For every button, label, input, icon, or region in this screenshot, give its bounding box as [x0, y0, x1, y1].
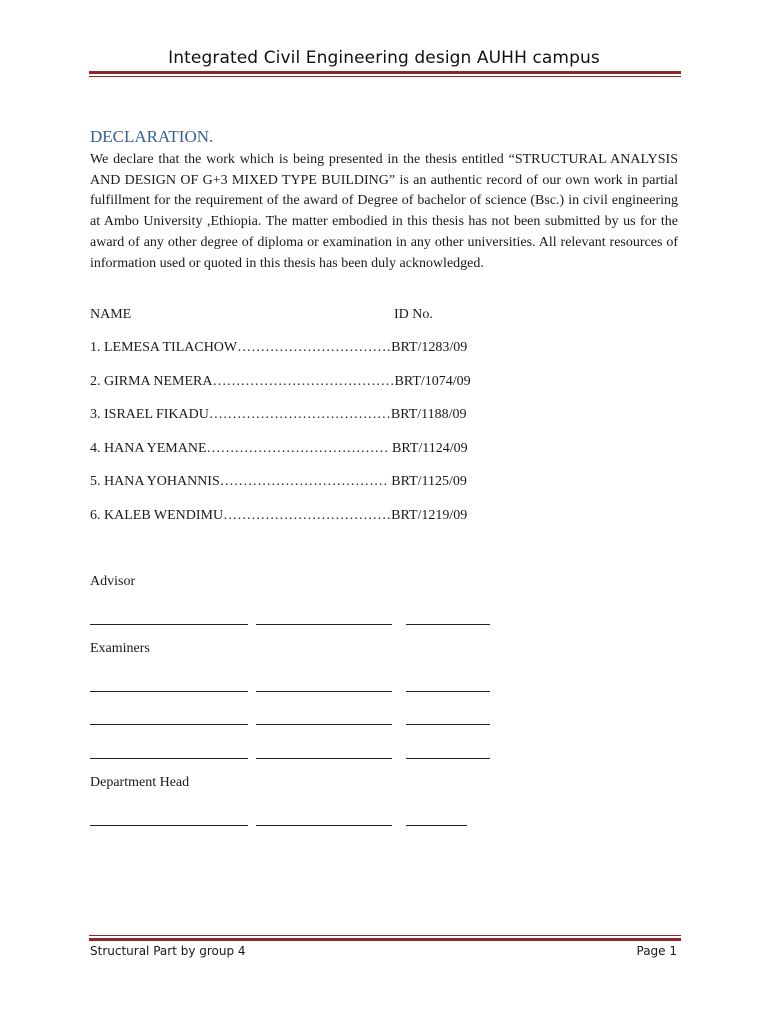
header-title: Integrated Civil Engineering design AUHH campus	[168, 48, 600, 68]
member-row: 1. LEMESA TILACHOW……………………………BRT/1283/09	[90, 340, 468, 355]
member-row: 4. HANA YEMANE………………………………… BRT/1124/09	[90, 441, 468, 456]
footer-rule-thin	[89, 935, 681, 936]
signature-line	[256, 758, 392, 759]
signature-line	[90, 691, 248, 692]
member-row: 3. ISRAEL FIKADU…………………………………BRT/1188/09	[90, 407, 467, 422]
id-column-header: ID No.	[394, 307, 433, 322]
signature-line	[406, 624, 490, 625]
signature-line	[256, 724, 392, 725]
signature-line	[406, 825, 467, 826]
department-head-label: Department Head	[90, 775, 190, 790]
page-number: Page 1	[636, 944, 677, 958]
advisor-label: Advisor	[90, 574, 136, 589]
signature-line	[256, 691, 392, 692]
signature-line	[90, 825, 248, 826]
signature-line	[406, 724, 490, 725]
footer-group-label: Structural Part by group 4	[90, 944, 246, 958]
signature-line	[90, 624, 248, 625]
name-column-header: NAME	[90, 307, 132, 322]
member-row: 2. GIRMA NEMERA…………………………………BRT/1074/09	[90, 374, 471, 389]
signature-line	[256, 825, 392, 826]
signature-line	[406, 758, 490, 759]
examiners-label: Examiners	[90, 641, 150, 656]
header-rule-thick	[89, 71, 681, 74]
declaration-heading: DECLARATION.	[90, 127, 214, 146]
signature-line	[90, 724, 248, 725]
footer-rule-thick	[89, 938, 681, 941]
member-row: 5. HANA YOHANNIS……………………………… BRT/1125/09	[90, 474, 467, 489]
signature-line	[406, 691, 490, 692]
member-row: 6. KALEB WENDIMU………………………………BRT/1219/09	[90, 508, 468, 523]
declaration-body: We declare that the work which is being presented in the thesis entitled “STRUCTURAL ANALYSIS AND DESIGN OF G+3 MIXED TYPE BUILDING” is an authentic record of our own work in partial fulfillment for the requirement of the award of Degree of bachelor of science (Bsc.) in civil engineering at Ambo University ,Ethiopia. The matter embodied in this thesis has not been submitted by us for the award of any other degree of diploma or examination in any other universities. All relevant resources of information used or quoted in this thesis has been duly acknowledged.	[90, 152, 678, 271]
header-rule-thin	[89, 76, 681, 77]
signature-line	[256, 624, 392, 625]
signature-line	[90, 758, 248, 759]
